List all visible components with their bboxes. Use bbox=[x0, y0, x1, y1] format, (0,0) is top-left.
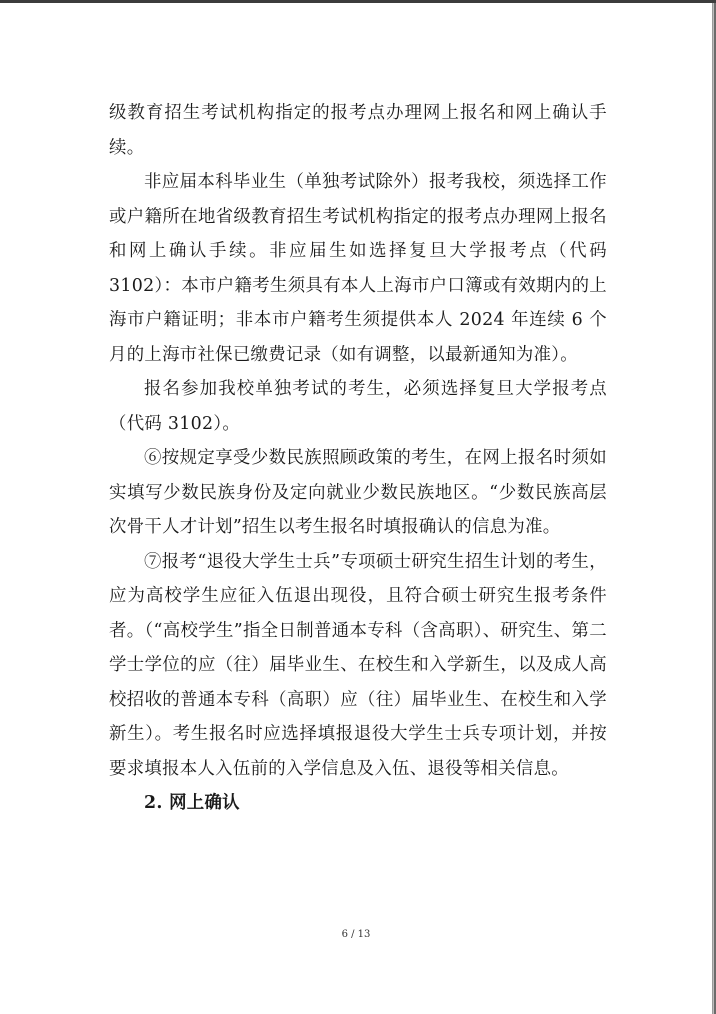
paragraph-veteran-program: ⑦报考“退役大学生士兵”专项硕士研究生招生计划的考生，应为高校学生应征入伍退出现役，且符合硕士研究生报考条件者。（“高校学生”指全日制普通本专科（含高职）、研究生、第二学士学位的应（往）届毕业生、在校生和入学新生，以及成人高校招收的普通本专科（高职）应（往）届毕业生、在校生和入学新生）。考生报名时应选择填报退役大学生士兵专项计划，并按要求填报本人入伍前的入学信息及入伍、退役等相关信息。 bbox=[109, 551, 607, 779]
paragraph-non-fresh-graduates: 非应届本科毕业生（单独考试除外）报考我校，须选择工作或户籍所在地省级教育招生考试机构指定的报考点办理网上报名和网上确认手续。非应届生如选择复旦大学报考点（代码 3102）：本市户籍考生须具有本人上海市户口簿或有效期内的上海市户籍证明；非本市户籍考生须提供本人 2024 年连续 6 个月的上海市社保已缴费记录（如有调整，以最新通知为准）。 bbox=[109, 172, 607, 365]
paragraph-independent-exam: 报名参加我校单独考试的考生，必须选择复旦大学报考点（代码 3102）。 bbox=[109, 379, 607, 434]
page-number: 6 / 13 bbox=[341, 929, 371, 940]
page-content bbox=[109, 96, 607, 821]
document-page bbox=[0, 3, 712, 1014]
paragraph-ethnic-minority: ⑥按规定享受少数民族照顾政策的考生，在网上报名时须如实填写少数民族身份及定向就业少数民族地区。“少数民族高层次骨干人才计划”招生以考生报名时填报确认的信息为准。 bbox=[109, 448, 607, 537]
paragraph-continuation: 级教育招生考试机构指定的报考点办理网上报名和网上确认手续。 bbox=[109, 103, 607, 158]
section-heading-online-confirmation: 2. 网上确认 bbox=[144, 793, 240, 813]
